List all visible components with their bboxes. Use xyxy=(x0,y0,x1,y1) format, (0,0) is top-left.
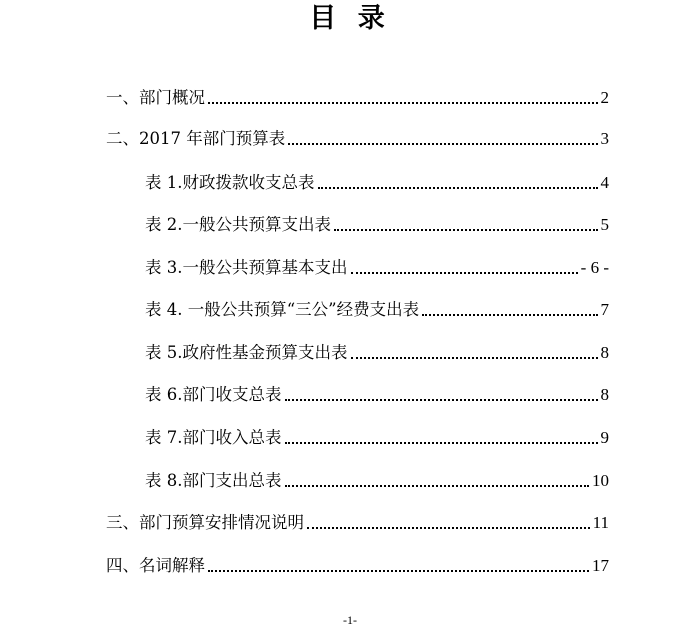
toc-entry-page: 2 xyxy=(600,88,609,107)
toc-entry-table-6[interactable] xyxy=(145,383,609,407)
page-title: 目 录 xyxy=(309,3,391,34)
page-number-footer: -1- xyxy=(343,613,357,627)
toc-leader-dots xyxy=(208,101,598,104)
toc-entry-glossary[interactable] xyxy=(106,554,609,578)
toc-entry-table-5[interactable] xyxy=(145,341,609,365)
toc-entry-page: 8 xyxy=(600,385,609,404)
toc-entry-page: - 6 - xyxy=(580,258,609,277)
toc-entry-page: 8 xyxy=(600,343,609,362)
toc-entry-label: 表 5.政府性基金预算支出表 xyxy=(145,343,348,362)
toc-entry-label: 表 3.一般公共预算基本支出 xyxy=(145,258,348,277)
toc-entry-label: 表 8.部门支出总表 xyxy=(145,471,282,490)
toc-entry-page: 11 xyxy=(592,513,609,532)
toc-entry-label: 一、部门概况 xyxy=(106,88,205,107)
toc-entry-page: 4 xyxy=(600,173,609,192)
toc-entry-page: 17 xyxy=(592,556,609,575)
toc-entry-department-overview[interactable] xyxy=(106,86,609,110)
toc-entry-table-8[interactable] xyxy=(145,469,609,493)
toc-leader-dots xyxy=(334,228,598,231)
toc-leader-dots xyxy=(285,398,598,401)
toc-entry-budget-tables[interactable] xyxy=(106,127,609,151)
toc-leader-dots xyxy=(318,186,598,189)
toc-entry-page: 3 xyxy=(600,129,609,148)
toc-entry-label: 表 1.财政拨款收支总表 xyxy=(145,173,315,192)
toc-leader-dots xyxy=(422,313,597,316)
toc-entry-page: 9 xyxy=(600,428,609,447)
toc-entry-label: 表 6.部门收支总表 xyxy=(145,385,282,404)
toc-entry-budget-explanation[interactable] xyxy=(106,511,609,535)
toc-entry-table-2[interactable] xyxy=(145,213,609,237)
toc-leader-dots xyxy=(351,356,598,359)
toc-entry-label: 四、名词解释 xyxy=(106,556,205,575)
toc-entry-label: 表 7.部门收入总表 xyxy=(145,428,282,447)
toc-leader-dots xyxy=(285,484,590,487)
toc-entry-page: 5 xyxy=(600,215,609,234)
toc-leader-dots xyxy=(208,569,589,572)
toc-leader-dots xyxy=(307,526,590,529)
toc-entry-page: 7 xyxy=(600,300,609,319)
toc-entry-label: 表 2.一般公共预算支出表 xyxy=(145,215,331,234)
toc-entry-page: 10 xyxy=(592,471,609,490)
toc-entry-table-3[interactable] xyxy=(145,256,609,280)
toc-leader-dots xyxy=(285,441,598,444)
toc-entry-table-1[interactable] xyxy=(145,171,609,195)
toc-entry-table-7[interactable] xyxy=(145,426,609,450)
toc-leader-dots xyxy=(351,271,578,274)
toc-leader-dots xyxy=(288,142,597,145)
toc-entry-label: 表 4. 一般公共预算“三公”经费支出表 xyxy=(145,300,420,319)
toc-entry-label: 二、2017 年部门预算表 xyxy=(106,129,286,148)
toc-entry-table-4[interactable] xyxy=(145,298,609,322)
toc-entry-label: 三、部门预算安排情况说明 xyxy=(106,513,304,532)
